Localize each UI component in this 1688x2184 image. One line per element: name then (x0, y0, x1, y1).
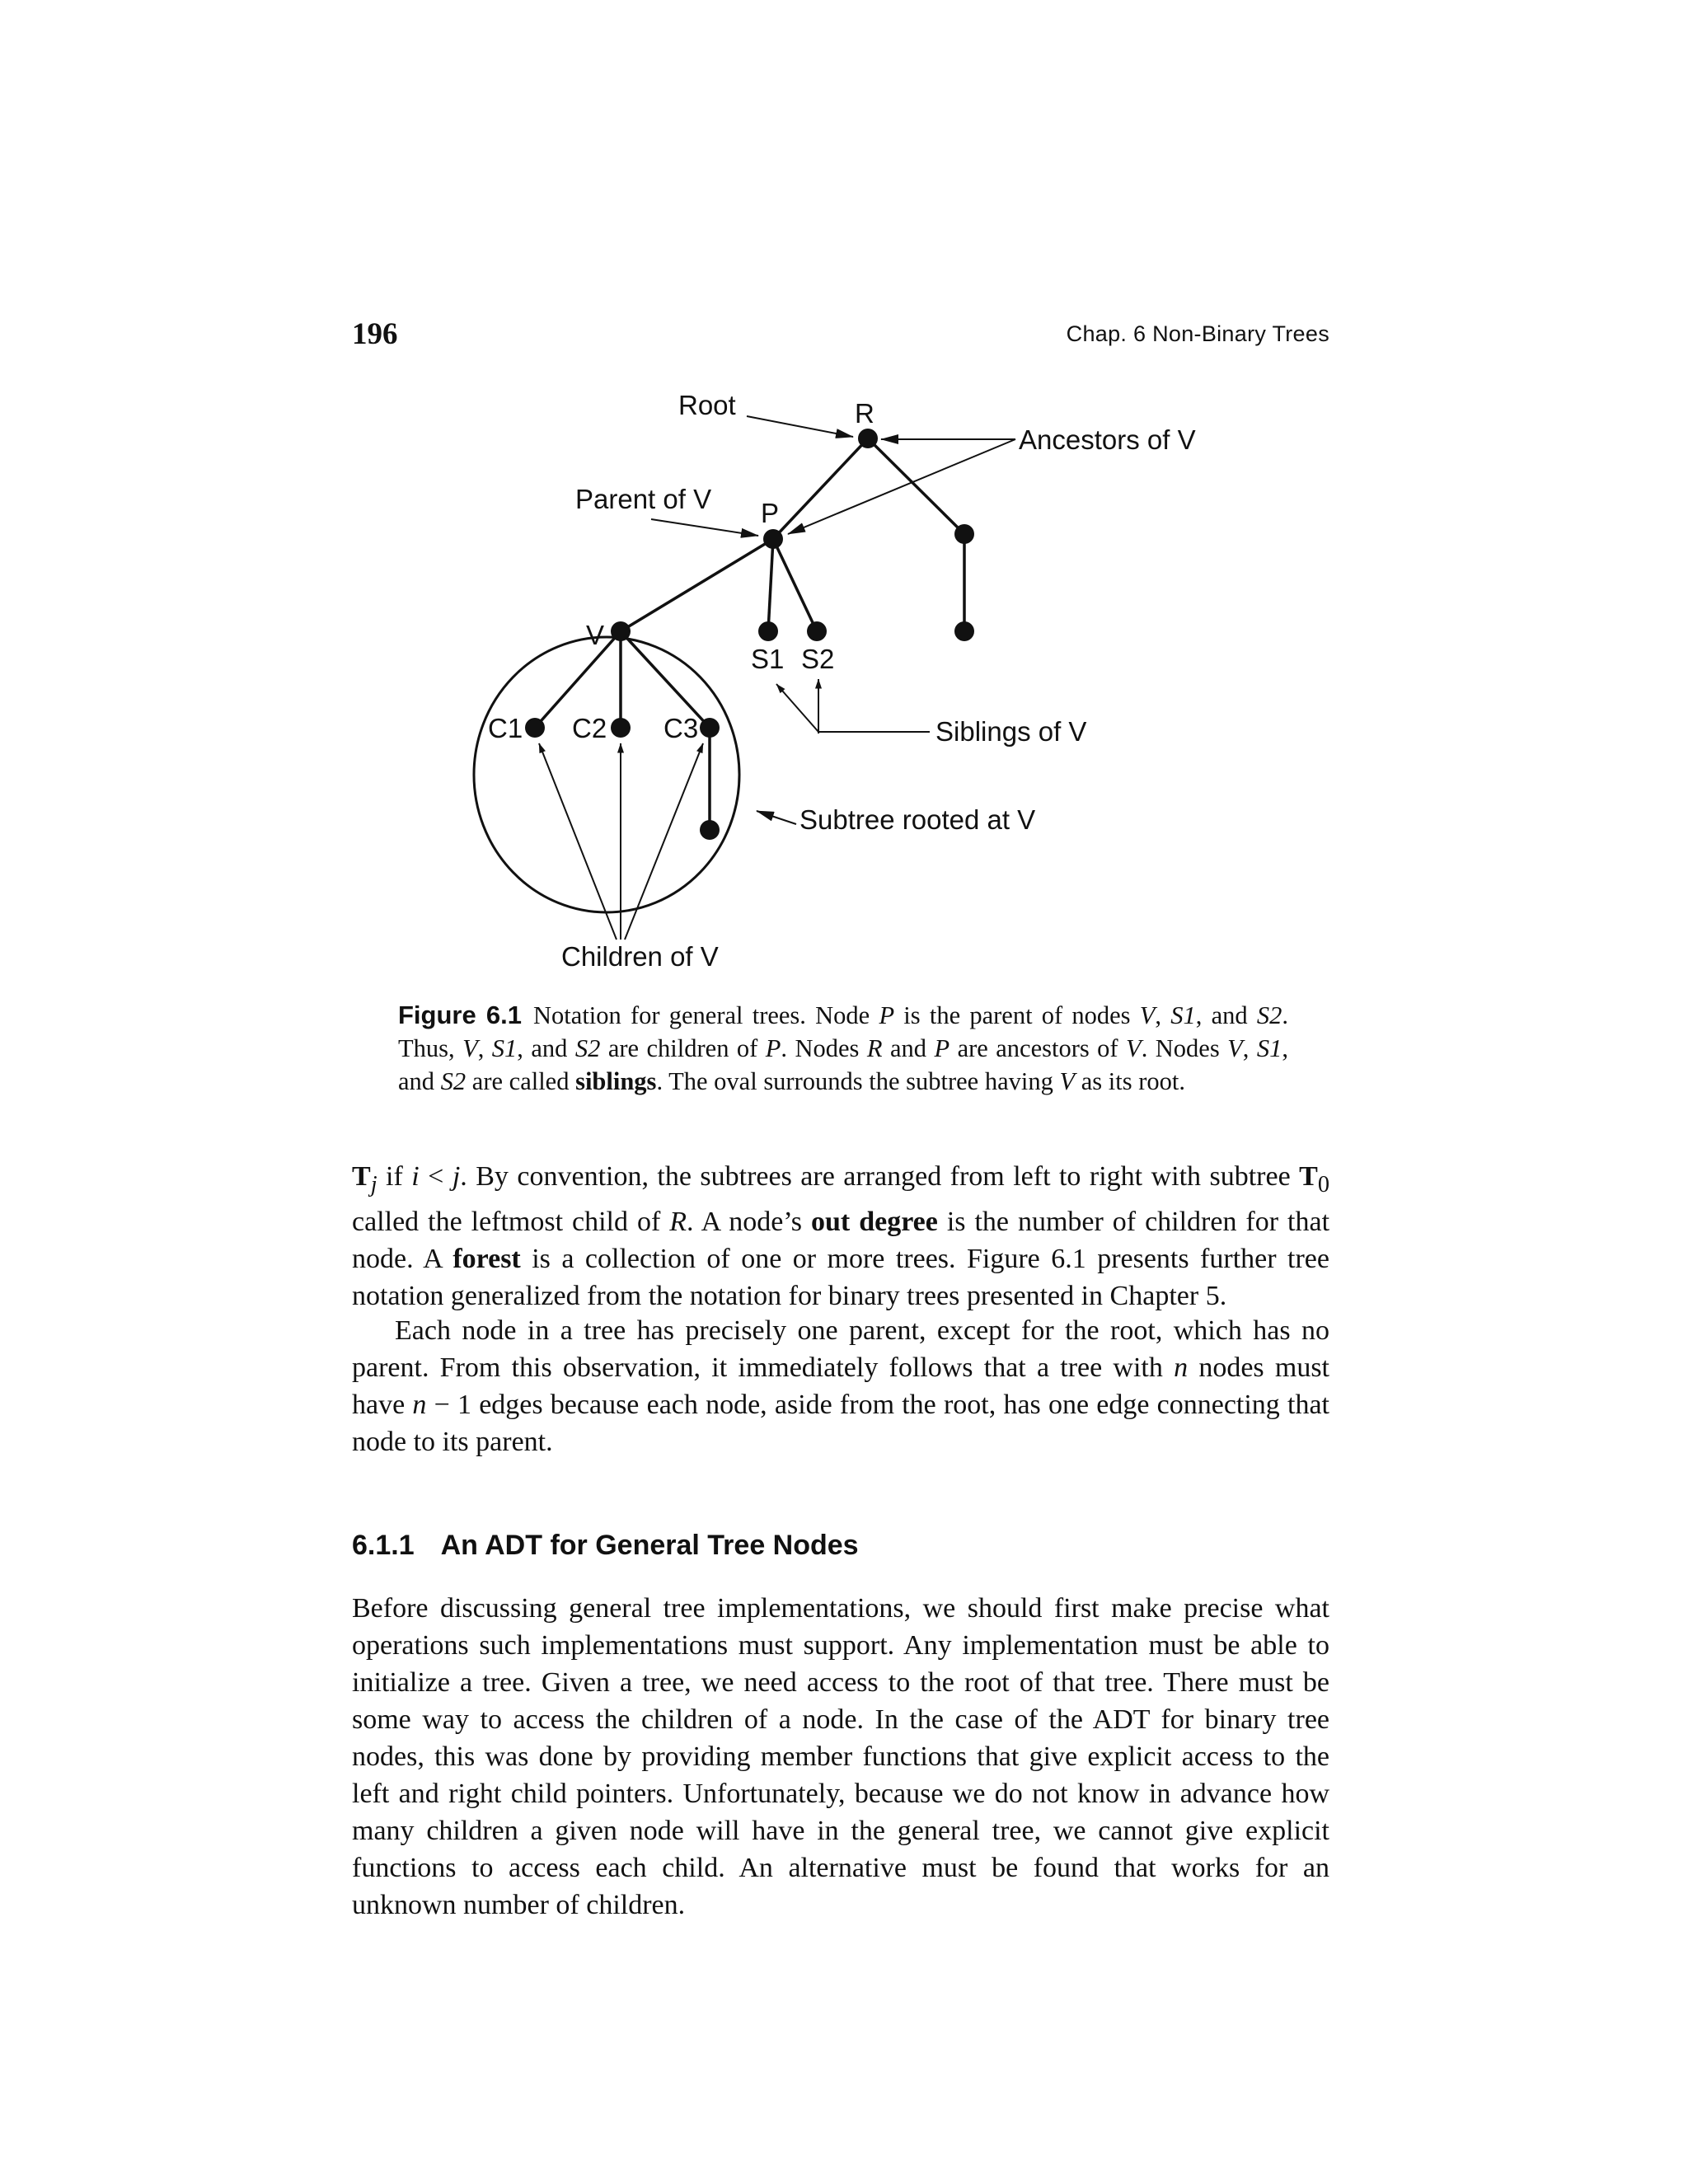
arrow-children-c3 (625, 743, 703, 940)
label-p: P (761, 498, 780, 528)
annotation-siblings: Siblings of V (935, 716, 1087, 747)
figure-caption: Figure 6.1 Notation for general trees. Node P is the parent of nodes V, S1, and S2. Thus, V, S1, and S2 are children of P. Nodes R and P are ancestors of V. Nodes V, S1, and S2 are called siblings. The oval surrounds the subtree having V as its root. (398, 1001, 1289, 1095)
section-title: An ADT for General Tree Nodes (440, 1530, 859, 1561)
arrow-siblings-line (818, 681, 930, 732)
label-s1: S1 (751, 644, 785, 674)
arrow-subtree (757, 811, 796, 824)
annotation-parent: Parent of V (575, 484, 712, 514)
edge-r-p (773, 438, 868, 539)
node-r (858, 429, 878, 448)
label-v: V (586, 620, 605, 650)
body-paragraph-2: Each node in a tree has precisely one parent, except for the root, which has no parent. From this observation, it immediately follows that a tree with n nodes must have n − 1 edges because each node, aside from the root, has one edge connecting that node to its parent. (352, 1315, 1329, 1457)
edge-p-s2 (773, 539, 817, 631)
label-s2: S2 (801, 644, 835, 674)
page-number: 196 (352, 317, 398, 351)
arrow-parent (651, 519, 758, 536)
node-right-leaf (954, 621, 974, 641)
body-paragraph-3: Before discussing general tree implementations, we should first make precise what operations such implementations must support. Any implementation must be able to initialize a tree. Given a tree, we need access to the root of that tree. There must be some way to access the children of a node. In the case of the ADT for binary tree nodes, this was done by providing member functions that give explicit access to the left and right child pointers. Unfortunately, because we do not know in advance how many children a given node will have in the general tree, we cannot give explicit functions to access each child. An alternative must be found that works for an unknown number of children. (352, 1593, 1329, 1920)
annotation-children: Children of V (561, 941, 719, 972)
edge-r-right (868, 438, 964, 534)
section-heading (352, 1530, 859, 1562)
label-c3: C3 (663, 713, 699, 743)
body-paragraph-1: $T_j$ if i < j. By convention, the subtrees are arranged from left to right with subtree $T_0$ called the leftmost child of R. A node’s out degree is the number of children for that node. A forest is a collection of one or more trees. Figure 6.1 presents further tree notation generalized from the notation for binary trees presented in Chapter 5. (352, 1161, 1330, 1311)
tree-notation-figure (0, 0, 1688, 997)
node-right (954, 524, 974, 544)
subtree-oval (474, 637, 739, 912)
node-c1 (525, 718, 545, 738)
label-r: R (855, 398, 874, 429)
node-p (763, 529, 783, 549)
annotation-root: Root (678, 390, 736, 420)
node-c3 (700, 718, 720, 738)
running-head: Chap. 6 Non-Binary Trees (1066, 321, 1329, 346)
node-s1 (758, 621, 778, 641)
edge-p-s1 (768, 539, 773, 631)
arrow-root (747, 416, 853, 437)
annotation-subtree: Subtree rooted at V (799, 804, 1036, 835)
node-c2 (611, 718, 631, 738)
arrow-siblings-s1 (776, 684, 818, 732)
label-c2: C2 (572, 713, 607, 743)
edge-p-v (621, 539, 773, 631)
annotation-ancestors: Ancestors of V (1019, 424, 1196, 455)
figure-label: Figure 6.1 (398, 1001, 523, 1029)
node-v (611, 621, 631, 641)
label-c1: C1 (488, 713, 523, 743)
section-number: 6.1.1 (352, 1530, 415, 1561)
node-s2 (807, 621, 827, 641)
node-c3-leaf (700, 820, 720, 840)
